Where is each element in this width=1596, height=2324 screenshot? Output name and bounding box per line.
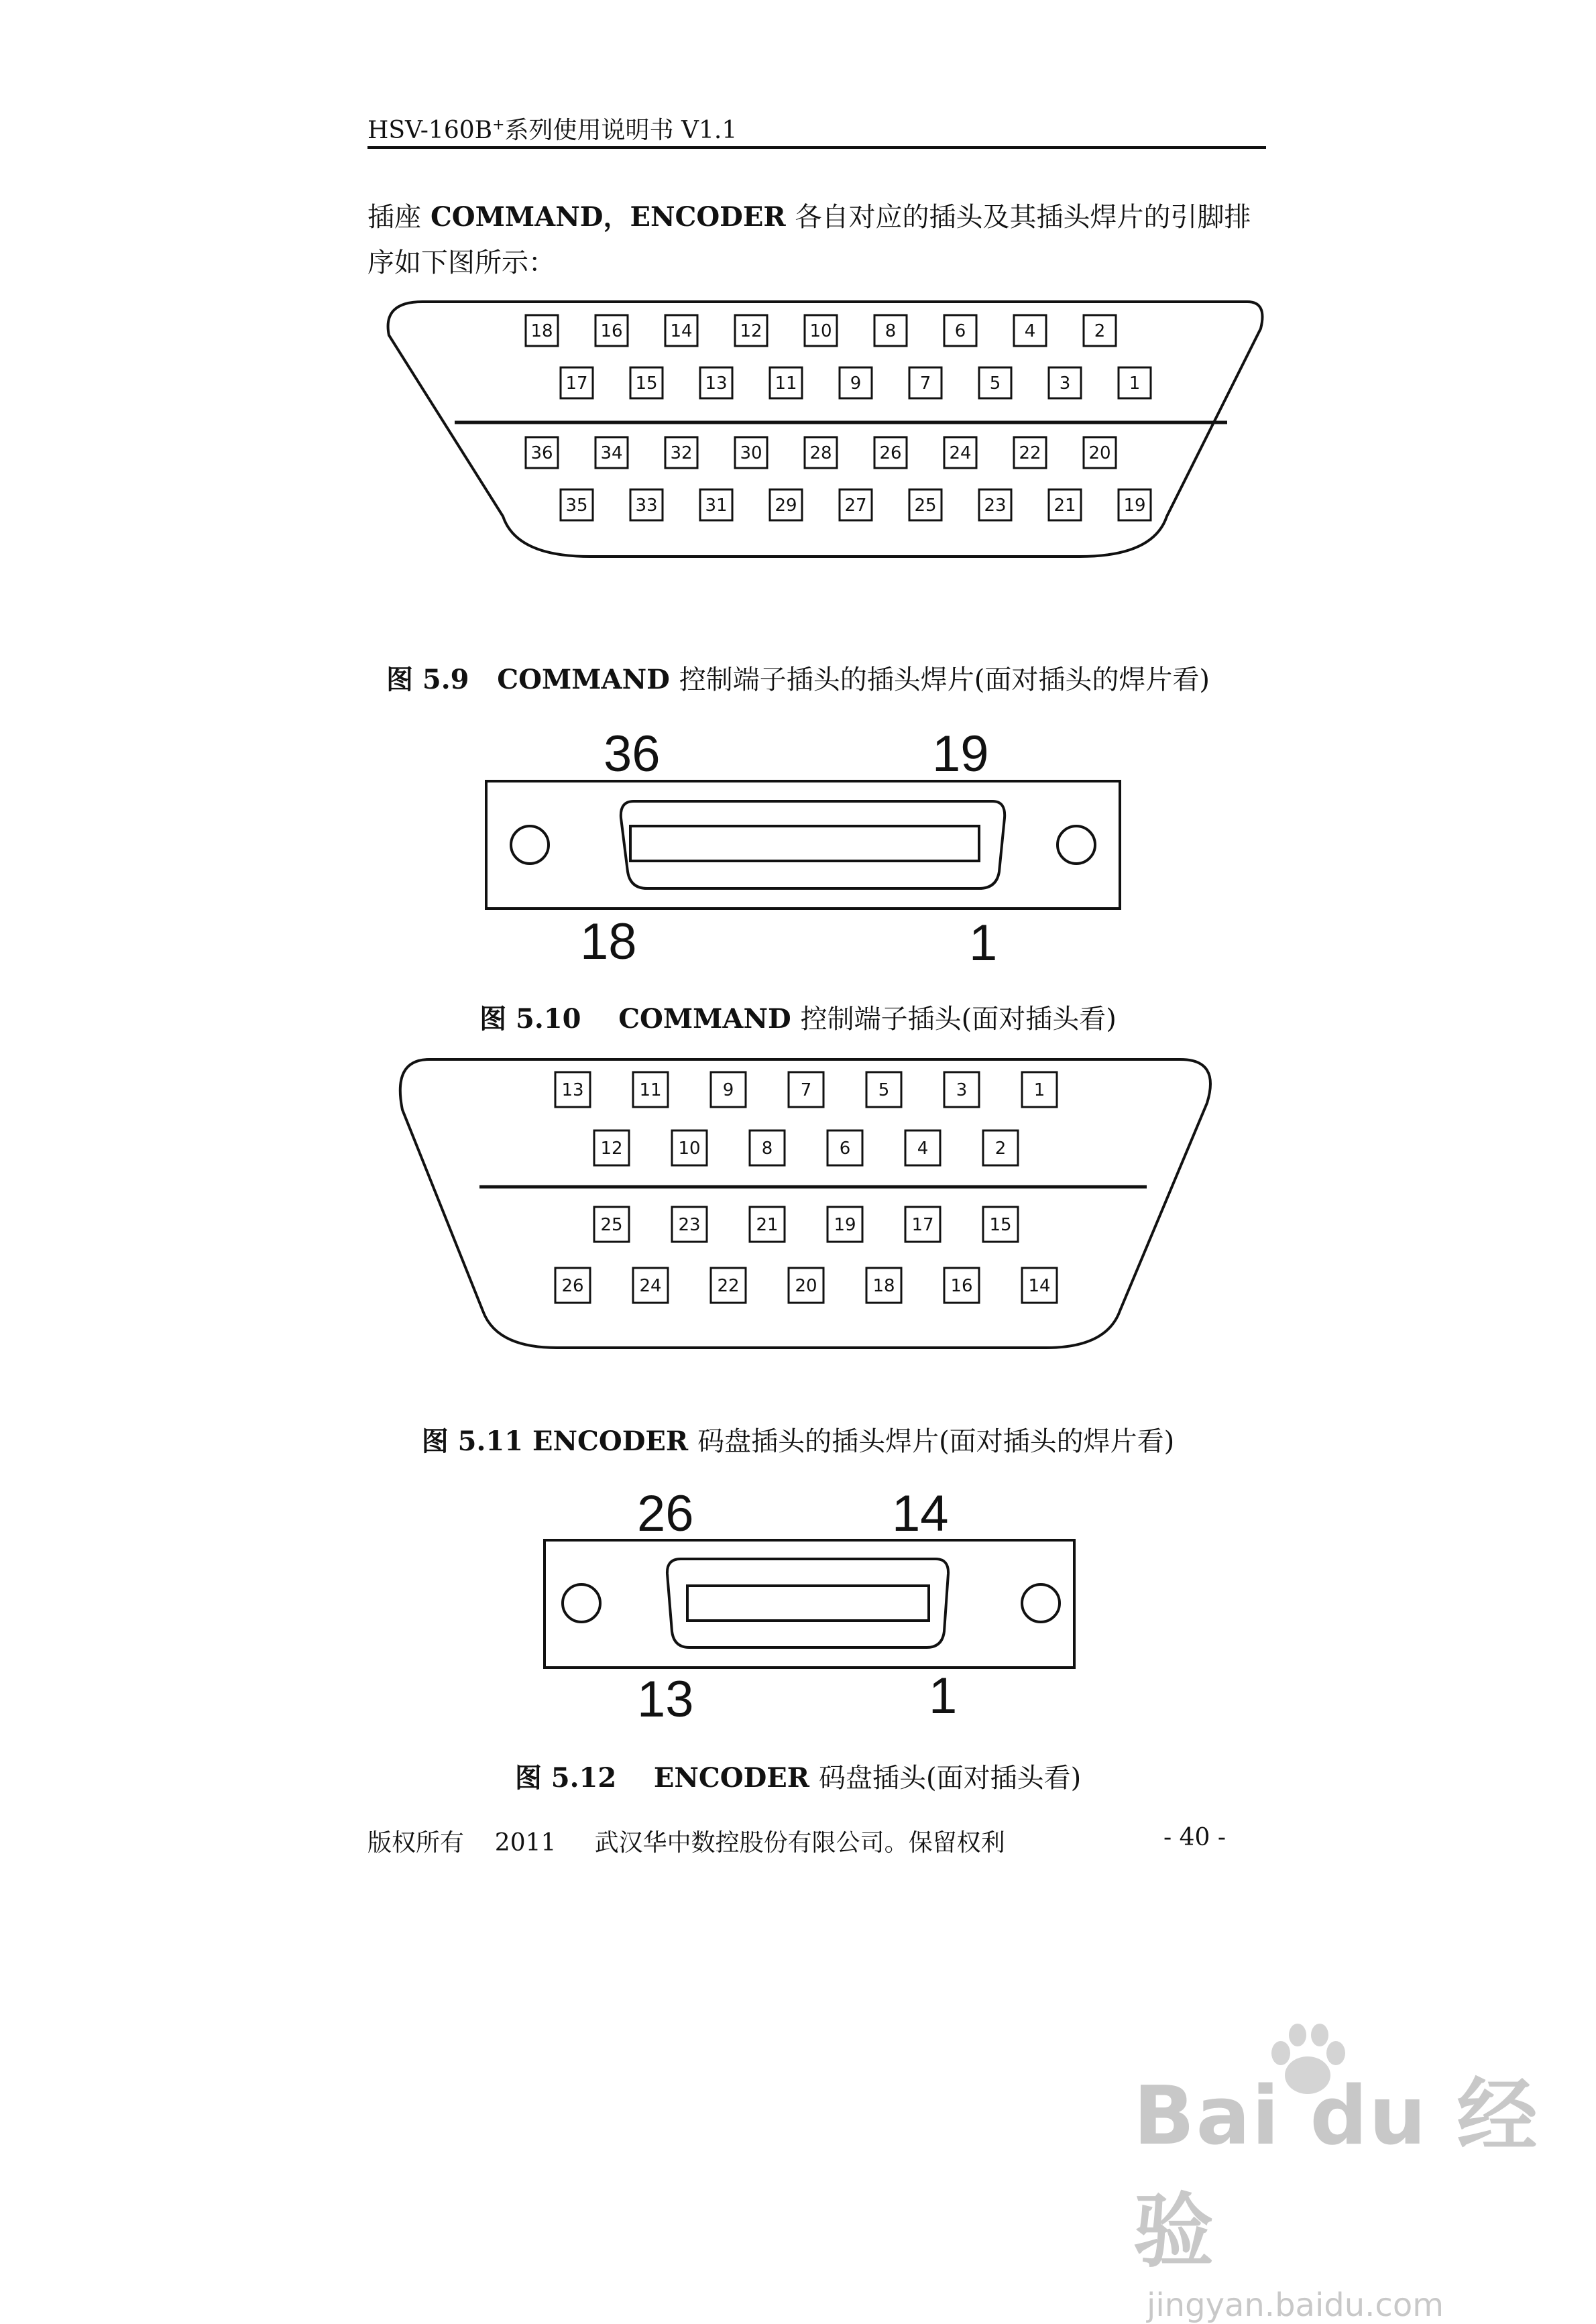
right-mounting-hole	[1058, 826, 1095, 864]
caption-5-11-rest: 码盘插头的插头焊片(面对插头的焊片看)	[697, 1426, 1175, 1457]
pin-label: 3	[1059, 373, 1071, 394]
pin-label: 18	[530, 321, 553, 341]
header-title-rest: 系列使用说明书 V1.1	[504, 117, 738, 144]
pin-label: 5	[989, 373, 1001, 394]
pin-label: 23	[678, 1215, 701, 1235]
caption-5-9-bold: COMMAND	[497, 664, 670, 695]
pin-label: 6	[839, 1139, 851, 1159]
label-18: 18	[580, 913, 637, 970]
pin-label: 14	[1028, 1276, 1051, 1296]
encoder-solder-diagram	[389, 1043, 1227, 1364]
caption-5-11-bold: ENCODER	[532, 1426, 689, 1457]
pin-strip	[687, 1586, 929, 1621]
command-plug-face-diagram	[469, 711, 1140, 979]
caption-5-10-num: 图 5.10	[479, 1003, 581, 1035]
pin-label: 34	[600, 443, 623, 463]
caption-5-11	[0, 1420, 1596, 1458]
watermark-brand: Bai du 经验	[1133, 2070, 1539, 2278]
pin-label: 10	[678, 1139, 701, 1159]
pin-label: 4	[917, 1139, 929, 1159]
pin-label: 11	[639, 1080, 662, 1100]
encoder-plug-face-diagram	[530, 1472, 1100, 1740]
pin-label: 35	[565, 496, 588, 516]
pin-label: 17	[565, 373, 588, 394]
pin-label: 24	[639, 1276, 662, 1296]
caption-5-11-num: 图 5.11	[421, 1426, 524, 1457]
pin-label: 18	[872, 1276, 895, 1296]
pin-label: 12	[740, 321, 762, 341]
pin-label: 36	[530, 443, 553, 463]
pin-label: 6	[954, 321, 966, 341]
label-1: 1	[969, 915, 998, 972]
caption-5-10-bold: COMMAND	[618, 1003, 791, 1035]
pin-label: 12	[600, 1139, 623, 1159]
pin-label: 8	[885, 321, 897, 341]
command-solder-diagram	[376, 288, 1301, 570]
caption-5-10	[0, 998, 1596, 1036]
pin-label: 19	[834, 1215, 856, 1235]
pin-label: 2	[1094, 321, 1106, 341]
label-1: 1	[929, 1668, 958, 1725]
pin-label: 9	[722, 1080, 734, 1100]
pin-label: 27	[844, 496, 867, 516]
header-title: HSV-160B	[367, 117, 493, 144]
pin-label: 7	[800, 1080, 812, 1100]
baidu-watermark	[1133, 2052, 1596, 2324]
watermark-url: jingyan.baidu.com	[1147, 2286, 1444, 2324]
label-26: 26	[637, 1485, 694, 1542]
pin-label: 21	[1053, 496, 1076, 516]
pin-label: 20	[795, 1276, 817, 1296]
pin-label: 9	[850, 373, 862, 394]
caption-5-12-num: 图 5.12	[514, 1762, 617, 1794]
pin-label: 10	[809, 321, 832, 341]
pin-label: 1	[1129, 373, 1141, 394]
label-13: 13	[637, 1671, 694, 1728]
pin-label: 22	[717, 1276, 740, 1296]
pin-label: 33	[635, 496, 658, 516]
label-19: 19	[932, 725, 989, 782]
pin-label: 32	[670, 443, 693, 463]
pin-label: 25	[600, 1215, 623, 1235]
plug-shell	[621, 801, 1005, 888]
caption-5-9	[0, 658, 1596, 697]
intro-text-4: 序如下图所示：	[367, 247, 555, 278]
pin-label: 29	[775, 496, 797, 516]
left-mounting-hole	[511, 826, 549, 864]
pin-label: 14	[670, 321, 693, 341]
pin-label: 24	[949, 443, 972, 463]
pin-label: 26	[561, 1276, 584, 1296]
caption-5-12	[0, 1757, 1596, 1795]
footer-year: 2011	[494, 1829, 557, 1857]
pin-label: 15	[989, 1215, 1012, 1235]
pin-label: 15	[635, 373, 658, 394]
left-mounting-hole	[563, 1584, 600, 1622]
pin-label: 16	[600, 321, 623, 341]
pin-label: 8	[761, 1139, 773, 1159]
intro-paragraph	[367, 194, 1279, 286]
pin-label: 23	[984, 496, 1007, 516]
intro-text-1: 插座	[367, 202, 421, 233]
pin-label: 30	[740, 443, 762, 463]
pin-label: 31	[705, 496, 728, 516]
pin-label: 1	[1033, 1080, 1045, 1100]
connector-outline	[400, 1059, 1210, 1348]
pin-label: 13	[561, 1080, 584, 1100]
intro-text-3: 各自对应的插头及其插头焊片的引脚排	[795, 202, 1251, 233]
pin-label: 4	[1024, 321, 1036, 341]
footer-copyright	[367, 1824, 1005, 1858]
intro-text-2: COMMAND，ENCODER	[430, 201, 786, 233]
pin-label: 13	[705, 373, 728, 394]
footer-company: 武汉华中数控股份有限公司。保留权利	[594, 1829, 1005, 1857]
pin-label: 5	[878, 1080, 890, 1100]
pin-label: 25	[914, 496, 937, 516]
pin-label: 3	[956, 1080, 968, 1100]
pin-label: 20	[1088, 443, 1111, 463]
caption-5-10-rest: 控制端子插头(面对插头看)	[800, 1004, 1117, 1035]
caption-5-9-num: 图 5.9	[386, 664, 469, 695]
pin-label: 16	[950, 1276, 973, 1296]
pin-label: 17	[911, 1215, 934, 1235]
caption-5-9-rest: 控制端子插头的插头焊片(面对插头的焊片看)	[679, 664, 1210, 695]
pin-label: 19	[1123, 496, 1146, 516]
footer-page-number: - 40 -	[1163, 1824, 1227, 1851]
pin-label: 22	[1019, 443, 1041, 463]
pin-label: 28	[809, 443, 832, 463]
label-14: 14	[892, 1485, 949, 1542]
pin-label: 7	[919, 373, 931, 394]
plug-shell	[667, 1559, 948, 1647]
document-header	[367, 111, 737, 146]
footer-copyright-label: 版权所有	[367, 1829, 465, 1857]
pin-label: 11	[775, 373, 797, 394]
pin-label: 2	[994, 1139, 1007, 1159]
label-36: 36	[604, 725, 661, 782]
header-superscript: +	[492, 117, 505, 133]
header-rule	[367, 146, 1266, 149]
right-mounting-hole	[1022, 1584, 1060, 1622]
pin-strip	[630, 826, 979, 861]
caption-5-12-rest: 码盘插头(面对插头看)	[818, 1763, 1082, 1794]
caption-5-12-bold: ENCODER	[653, 1762, 810, 1794]
pin-label: 26	[879, 443, 902, 463]
pin-label: 21	[756, 1215, 779, 1235]
